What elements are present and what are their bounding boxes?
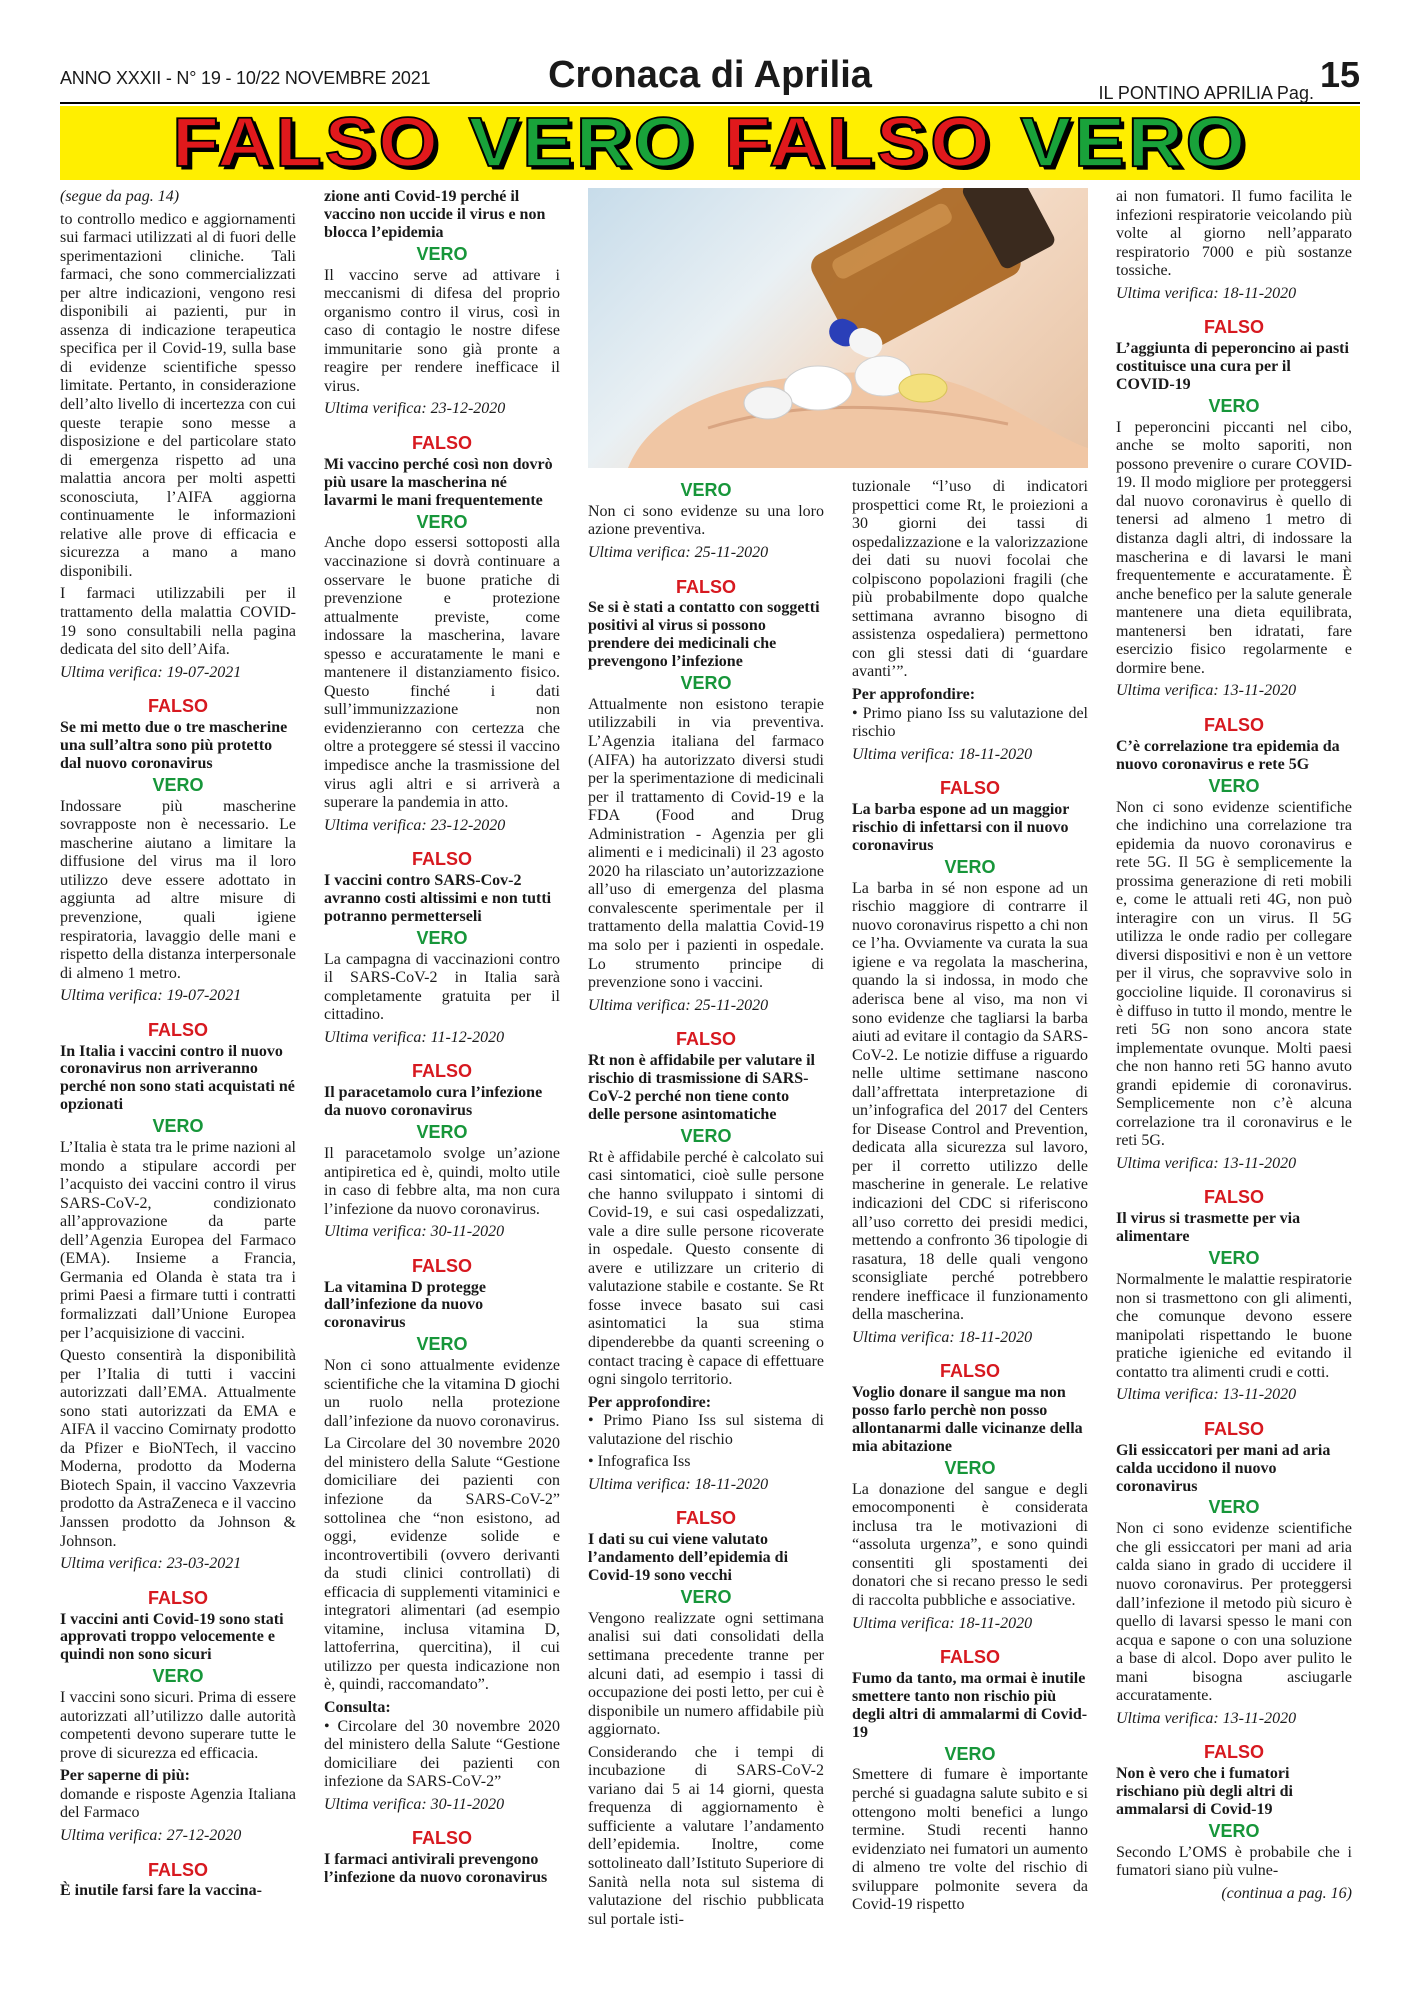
- vero-label: VERO: [152, 1116, 204, 1137]
- verification-date: Ultima verifica: 18-11-2020: [852, 745, 1033, 763]
- vero-label: VERO: [416, 243, 468, 264]
- answer-text: La donazione del sangue e degli emocomponenti è considerata inclusa tra le motivazioni di “assoluta urgenza”, e sono quindi consentiti gli spostamenti dei donatori che si recano presso le sedi di raccolta pubbliche e associative.: [852, 1480, 1088, 1609]
- claim-heading: I vaccini anti Covid-19 sono stati approvati troppo velocemente e quindi non sono sicuri: [60, 1610, 284, 1664]
- answer-text: Considerando che i tempi di incubazione di SARS-CoV-2 variano dai 5 ai 14 giorni, questa frequenza di aggiornamento è sufficiente a valutare l’andamento dell’epidemia. Inoltre, come sottolineato dall’Istituto Superiore di Sanità nella nota sul sistema di valutazione del rischio pubblicata sul portale isti-: [588, 1743, 824, 1928]
- claim-heading: È inutile farsi fare la vaccina-: [60, 1882, 262, 1900]
- falso-label: FALSO: [147, 1859, 208, 1880]
- answer-text: Normalmente le malattie respiratorie non si trasmettono con gli alimenti, che comunque devono essere manipolati rispettando le buone pratiche igieniche ed evitando il contatto tra alimenti crudi e cotti.: [1116, 1271, 1352, 1381]
- reference-link: • Circolare del 30 novembre 2020 del ministero della Salute “Gestione domiciliare dei pazienti con infezione da SARS-CoV-2”: [324, 1717, 560, 1791]
- vero-label: VERO: [1208, 395, 1260, 416]
- falso-label: FALSO: [675, 576, 736, 597]
- claim-heading: Fumo da tanto, ma ormai è inutile smettere tanto non rischio più degli altri di ammalarmi di Covid-19: [852, 1669, 1088, 1741]
- answer-text: Non ci sono attualmente evidenze scientifiche che la vitamina D giochi un ruolo nella protezione dall’infezione da nuovo coronavirus.: [324, 1357, 560, 1430]
- vero-label: VERO: [416, 511, 468, 532]
- verification-date: Ultima verifica: 23-03-2021: [60, 1555, 242, 1573]
- falso-label: FALSO: [1203, 1742, 1264, 1763]
- falso-label: FALSO: [1203, 1187, 1264, 1208]
- paragraph: ai non fumatori. Il fumo facilita le infezioni respiratorie veicolando più volte al giorno nell’apparato respiratorio 7000 e più sostanze tossiche.: [1116, 188, 1352, 280]
- claim-heading: Mi vaccino perché così non dovrò più usare la mascherina né lavarmi le mani frequentemente: [324, 455, 553, 509]
- falso-label: FALSO: [147, 1587, 208, 1608]
- falso-label: FALSO: [147, 696, 208, 717]
- claim-heading: In Italia i vaccini contro il nuovo coronavirus non arriveranno perché non sono stati acquistati né opzionati: [60, 1042, 295, 1114]
- falso-vero-banner: [60, 103, 1360, 182]
- answer-text: Il vaccino serve ad attivare i meccanismi di difesa del proprio organismo contro il virus, così in caso di contagio le nostre difese immunitarie sono già pronte a reagire per rendere inefficace il virus.: [324, 266, 560, 395]
- banner-word-falso: FALSO: [724, 103, 993, 182]
- falso-label: FALSO: [1203, 317, 1264, 338]
- article-column-2: [324, 188, 560, 1968]
- continued-from: (segue da pag. 14): [60, 188, 180, 205]
- answer-text: La campagna di vaccinazioni contro il SARS-CoV-2 in Italia sarà completamente gratuita per il cittadino.: [324, 950, 560, 1024]
- vero-label: VERO: [1208, 1248, 1260, 1269]
- falso-label: FALSO: [411, 432, 472, 453]
- answer-text: Non ci sono evidenze scientifiche che indichino una correlazione tra epidemia da nuovo coronavirus e rete 5G. Il 5G è semplicemente la prossima generazione di reti mobili e, come le attuali reti 4G, non può interagire con un virus. Il 5G utilizza le onde radio per collegare diversi dispositivi e non è un vettore per il virus, che sopravvive solo in goccioline liquide. Il coronavirus si è diffuso in tutto il mondo, mentre le reti 5G non sono ancora state implementate ovunque. Molti paesi che non hanno reti 5G hanno avuto grandi epidemie di coronavirus. Semplicemente non c’è alcuna correlazione tra il coronavirus e le reti 5G.: [1116, 798, 1352, 1150]
- verification-date: Ultima verifica: 18-11-2020: [852, 1328, 1033, 1346]
- answer-text: Vengono realizzate ogni settimana analisi sui dati consolidati della settimana precedente tranne per alcuni dati, ad esempio i tassi di occupazione dei posti letto, per cui è disponibile un numero affidabile più aggiornato.: [588, 1609, 824, 1739]
- section-title: Cronaca di Aprilia: [548, 54, 872, 96]
- claim-heading: I farmaci antivirali prevengono l’infezione da nuovo coronavirus: [324, 1851, 548, 1887]
- consult-heading: Consulta:: [324, 1699, 391, 1716]
- paragraph: tuzionale “l’uso di indicatori prospettici come Rt, le proiezioni a 30 giorni dei tassi di ospedalizzazione e la valorizzazione dei dati su nuovi focolai che colpiscono popolazioni fragili (che più probabilmente dopo qualche settimana avranno bisogno di assistenza ospedaliera) permettono con gli stessi dati di ‘guardare avanti’”.: [852, 478, 1088, 681]
- white-pill: [784, 366, 852, 410]
- page-header: [60, 54, 1360, 104]
- more-info-heading: Per saperne di più:: [60, 1767, 190, 1785]
- hand-shape: [628, 372, 1088, 468]
- verification-date: Ultima verifica: 13-11-2020: [1116, 1154, 1297, 1172]
- claim-heading: C’è correlazione tra epidemia da nuovo coronavirus e rete 5G: [1116, 737, 1340, 773]
- verification-date: Ultima verifica: 11-12-2020: [324, 1028, 505, 1046]
- claim-heading: L’aggiunta di peperoncino ai pasti costituisce una cura per il COVID-19: [1116, 340, 1349, 393]
- answer-text: La Circolare del 30 novembre 2020 del ministero della Salute “Gestione domiciliare dei pazienti con infezione da SARS-CoV-2” sottolinea che “non esistono, ad oggi, evidenze solide e incontrovertibili (ovvero derivanti da studi clinici controllati) di efficacia di supplementi vitaminici e integratori alimentari (ad esempio vitamine, inclusa vitamina D, lattoferrina, quercitina), il cui utilizzo per questa indicazione non è, quindi, raccomandato”.: [324, 1435, 560, 1694]
- claim-heading: Rt non è affidabile per valutare il rischio di trasmissione di SARS-CoV-2 perché non tiene conto delle persone asintomatiche: [588, 1052, 815, 1123]
- claim-heading: Non è vero che i fumatori rischiano più degli altri di ammalarsi di Covid-19: [1116, 1765, 1293, 1819]
- vero-label: VERO: [416, 1122, 468, 1143]
- answer-text: Questo consentirà la disponibilità per l’Italia di tutti i vaccini autorizzati dall’EMA. Attualmente sono stati autorizzati da EMA e AIFA il vaccino Comirnaty prodotto da Pfizer e BioNTech, il vaccino Moderna, prodotto da Moderna Biotech Spain, il vaccino Vaxzevria prodotto da AstraZeneca e il vaccino Janssen prodotto da Johnson & Johnson.: [60, 1347, 296, 1550]
- verification-date: Ultima verifica: 23-12-2020: [324, 400, 506, 418]
- vero-label: VERO: [152, 1666, 204, 1687]
- more-info-heading: Per approfondire:: [588, 1393, 712, 1411]
- verification-date: Ultima verifica: 25-11-2020: [588, 543, 769, 561]
- answer-text: Smettere di fumare è importante perché si guadagna salute subito e si ottengono molti benefici a lungo termine. Studi recenti hanno evidenziato nei fumatori un aumento di almeno tre volte del rischio di sviluppare polmonite severa da Covid-19 rispetto: [852, 1766, 1088, 1914]
- vero-label: VERO: [416, 1334, 468, 1355]
- claim-heading: I dati su cui viene valutato l’andamento dell’epidemia di Covid-19 sono vecchi: [588, 1531, 789, 1585]
- answer-text: Non ci sono evidenze su una loro azione preventiva.: [588, 502, 824, 539]
- vero-label: VERO: [152, 774, 204, 795]
- issue-info: ANNO XXXII - N° 19 - 10/22 NOVEMBRE 2021: [60, 68, 431, 88]
- pills-illustration: [588, 188, 1088, 468]
- falso-label: FALSO: [1203, 1418, 1264, 1439]
- falso-label: FALSO: [411, 1255, 472, 1276]
- page-number: 15: [1319, 54, 1360, 95]
- article-column-4: [852, 478, 1088, 1968]
- paragraph: I farmaci utilizzabili per il trattamento della malattia COVID-19 sono consultabili nella pagina dedicata del sito dell’Aifa.: [60, 585, 296, 659]
- reference-link: • Primo piano Iss su valutazione del rischio: [852, 704, 1088, 741]
- verification-date: Ultima verifica: 18-11-2020: [588, 1475, 769, 1493]
- falso-label: FALSO: [147, 1019, 208, 1040]
- falso-label: FALSO: [939, 1647, 1000, 1668]
- claim-heading: Il virus si trasmette per via alimentare: [1116, 1210, 1301, 1246]
- vero-label: VERO: [680, 1125, 732, 1146]
- yellow-pill: [899, 374, 947, 402]
- answer-text: Secondo L’OMS è probabile che i fumatori siano più vulne-: [1116, 1843, 1352, 1880]
- vero-label: VERO: [944, 1743, 996, 1764]
- falso-label: FALSO: [939, 1361, 1000, 1382]
- page-info: [1098, 54, 1360, 103]
- banner-word-falso: FALSO: [172, 103, 441, 182]
- claim-heading: Se mi metto due o tre mascherine una sull’altra sono più protetto dal nuovo coronavirus: [60, 719, 288, 772]
- verification-date: Ultima verifica: 18-11-2020: [852, 1614, 1033, 1632]
- white-pill: [744, 387, 792, 419]
- continued-on[interactable]: (continua a pag. 16): [1221, 1884, 1352, 1902]
- reference-link: • Primo Piano Iss sul sistema di valutazione del rischio: [588, 1412, 824, 1448]
- vero-label: VERO: [680, 673, 732, 694]
- verification-date: Ultima verifica: 30-11-2020: [324, 1795, 505, 1813]
- claim-heading: Se si è stati a contatto con soggetti positivi al virus si possono prendere dei medicinali che prevengono l’infezione: [588, 599, 820, 671]
- vero-label: VERO: [416, 927, 468, 948]
- falso-label: FALSO: [675, 1508, 736, 1529]
- verification-date: Ultima verifica: 23-12-2020: [324, 816, 506, 834]
- paragraph: to controllo medico e aggiornamenti sui farmaci utilizzati al di fuori delle sperimentazioni cliniche. Tali farmaci, che sono commercializzati per altre indicazioni, vengono resi disponibili ai pazienti, pur in assenza di indicazione terapeutica specifica per il Covid-19, sulla base di evidenze scientifiche spesso limitate. Pertanto, in considerazione dell’alto livello di incertezza con cui queste terapie sono messe a disposizione e del particolare stato di emergenza rispetto ad una malattia ancora per molti aspetti sconosciuta, l’AIFA aggiorna continuamente le informazioni relative alle prove di efficacia e sicurezza a mano a mano disponibili.: [60, 210, 296, 580]
- answer-text: I vaccini sono sicuri. Prima di essere autorizzati all’utilizzo dalle autorità competenti devono superare tutte le prove di sicurezza ed efficacia.: [60, 1689, 296, 1762]
- banner-word-vero: VERO: [1020, 103, 1248, 182]
- vero-label: VERO: [944, 1457, 996, 1478]
- answer-text: Rt è affidabile perché è calcolato sui casi sintomatici, cioè sulle persone che hanno sviluppato i sintomi di Covid-19, e sui casi ospedalizzati, vale a dire sulle persone ricoverate in ospedale. Questo consente di avere e utilizzare un criterio di valutazione stabile e costante. Se Rt fosse invece basato sui casi asintomatici la sua stima dipenderebbe da quanti screening o contact tracing è capace di effettuare ogni singolo territorio.: [588, 1148, 824, 1389]
- answer-text: Il paracetamolo svolge un’azione antipiretica ed è, quindi, molto utile in caso di febbre alta, ma non cura l’infezione da nuovo coronavirus.: [324, 1144, 560, 1218]
- claim-heading: I vaccini contro SARS-Cov-2 avranno costi altissimi e non tutti potranno permetterseli: [324, 872, 552, 925]
- falso-label: FALSO: [1203, 714, 1264, 735]
- vero-label: VERO: [680, 1587, 732, 1607]
- banner-word-vero: VERO: [468, 103, 696, 182]
- answer-text: Non ci sono evidenze scientifiche che gli essiccatori per mani ad aria calda siano in grado di uccidere il nuovo coronavirus. Per proteggersi dall’infezione il metodo più sicuro è quello di lavarsi spesso le mani con acqua e sapone o con una soluzione a base di alcol. Dopo aver pulito le mani bisogna asciugarle accuratamente.: [1116, 1520, 1352, 1705]
- answer-text: I peperoncini piccanti nel cibo, anche se molto saporiti, non possono prevenire o curare COVID-19. Il modo migliore per proteggersi dal nuovo coronavirus è quello di tenersi ad almeno 1 metro di distanza dagli altri, di indossare la mascherina e di lavarsi le mani frequentemente e accuratamente. È anche benefico per la salute generale mantenere una dieta equilibrata, mantenersi ben idratati, fare esercizio fisico regolarmente e dormire bene.: [1116, 418, 1352, 677]
- answer-text: Anche dopo essersi sottoposti alla vaccinazione si dovrà continuare a osservare le buone pratiche di prevenzione e protezione attualmente previste, come indossare la mascherina, lavare spesso e accuratamente le mani e mantenere il distanziamento fisico. Questo finché i dati sull’immunizzazione non evidenzieranno con certezza che oltre a proteggere sé stessi il vaccino impedisce anche la trasmissione del virus agli altri e si arriverà a superare la pandemia in atto.: [324, 534, 560, 812]
- verification-date: Ultima verifica: 19-07-2021: [60, 663, 242, 681]
- answer-text: Indossare più mascherine sovrapposte non è necessario. Le mascherine aiutano a limitare la diffusione del virus ma il loro utilizzo deve essere adottato in aggiunta ad altre misure di prevenzione, quali igiene respiratoria, lavaggio delle mani e rispetto della distanza interpersonale di almeno 1 metro.: [60, 797, 296, 982]
- verification-date: Ultima verifica: 19-07-2021: [60, 987, 242, 1005]
- vero-label: VERO: [1208, 775, 1260, 796]
- falso-label: FALSO: [675, 1029, 736, 1050]
- reference-link: • Infografica Iss: [588, 1453, 691, 1471]
- verification-date: Ultima verifica: 25-11-2020: [588, 996, 769, 1014]
- vero-label: VERO: [1208, 1820, 1260, 1841]
- falso-label: FALSO: [939, 778, 1000, 799]
- verification-date: Ultima verifica: 13-11-2020: [1116, 1386, 1297, 1404]
- vero-label: VERO: [1208, 1497, 1260, 1518]
- claim-heading: Voglio donare il sangue ma non posso farlo perchè non posso allontanarmi dalle vicinanze della mia abitazione: [852, 1384, 1083, 1455]
- claim-heading: zione anti Covid-19 perché il vaccino non uccide il virus e non blocca l’epidemia: [324, 188, 546, 241]
- reference-link: domande e risposte Agenzia Italiana del Farmaco: [60, 1785, 296, 1822]
- pills-in-hand-photo: [588, 188, 1088, 468]
- article-column-5: [1116, 188, 1352, 1968]
- verification-date: Ultima verifica: 27-12-2020: [60, 1826, 242, 1844]
- falso-label: FALSO: [411, 1061, 472, 1082]
- answer-text: Attualmente non esistono terapie utilizzabili in via preventiva. L’Agenzia italiana del farmaco (AIFA) ha autorizzato diversi studi per la sperimentazione di medicinali per il trattamento di Covid-19 e la FDA (Food and Drug Administration - Agenzia per gli alimenti e i medicinali) il 23 agosto 2020 ha rilasciato un’autorizzazione all’uso di emergenza del plasma convalescente sperimentale per il trattamento della malattia Covid-19 ma solo per i pazienti in ospedale. Lo strumento principe di prevenzione sono i vaccini.: [588, 695, 824, 992]
- falso-label: FALSO: [411, 849, 472, 870]
- article-column-1: [60, 188, 296, 1968]
- answer-text: La barba in sé non espone ad un rischio maggiore di contrarre il nuovo coronavirus rispetto a chi non ce l’ha. Ovviamente va curata la sua igiene e va regolata la mascherina, quando la si indossa, in modo che aderisca bene al viso, ma non vi sono evidenze che tagliarsi la barba aiuti ad evitare il contagio da SARS-CoV-2. Le notizie diffuse a riguardo nelle ultime settimane nascono dall’affrettata interpretazione di un’infografica del 2017 del Centers for Disease Control and Prevention, dedicata alla sicurezza sul lavoro, per il corretto utilizzo delle mascherine in generale. Le relative indicazioni del CDC si riferiscono all’uso corretto dei presidi medici, mettendo a confronto 36 tipologie di rasatura, 18 delle quali vengono sconsigliate perché potrebbero rendere inefficace il funzionamento della mascherina.: [852, 879, 1088, 1324]
- claim-heading: La vitamina D protegge dall’infezione da nuovo coronavirus: [324, 1278, 486, 1332]
- verification-date: Ultima verifica: 13-11-2020: [1116, 1709, 1297, 1727]
- answer-text: L’Italia è stata tra le prime nazioni al mondo a stipulare accordi per l’acquisto dei vaccini contro il virus SARS-CoV-2, condizionato all’approvazione da parte dell’Agenzia Europea del Farmaco (EMA). Insieme a Francia, Germania ed Olanda è stata tra i primi Paesi a firmare tutti i contratti formalizzati dall’Unione Europea per l’acquisizione di vaccini.: [60, 1139, 296, 1342]
- article-column-3: [588, 478, 824, 1968]
- verification-date: Ultima verifica: 13-11-2020: [1116, 682, 1297, 700]
- falso-label: FALSO: [411, 1828, 472, 1849]
- vero-label: VERO: [944, 856, 996, 877]
- publication-name: IL PONTINO APRILIA Pag.: [1098, 83, 1314, 103]
- claim-heading: La barba espone ad un maggior rischio di infettarsi con il nuovo coronavirus: [852, 801, 1070, 854]
- more-info-heading: Per approfondire:: [852, 686, 976, 704]
- claim-heading: Gli essiccatori per mani ad aria calda uccidono il nuovo coronavirus: [1116, 1441, 1331, 1495]
- vero-label: VERO: [680, 480, 732, 500]
- verification-date: Ultima verifica: 18-11-2020: [1116, 284, 1297, 302]
- verification-date: Ultima verifica: 30-11-2020: [324, 1223, 505, 1241]
- claim-heading: Il paracetamolo cura l’infezione da nuovo coronavirus: [324, 1084, 543, 1120]
